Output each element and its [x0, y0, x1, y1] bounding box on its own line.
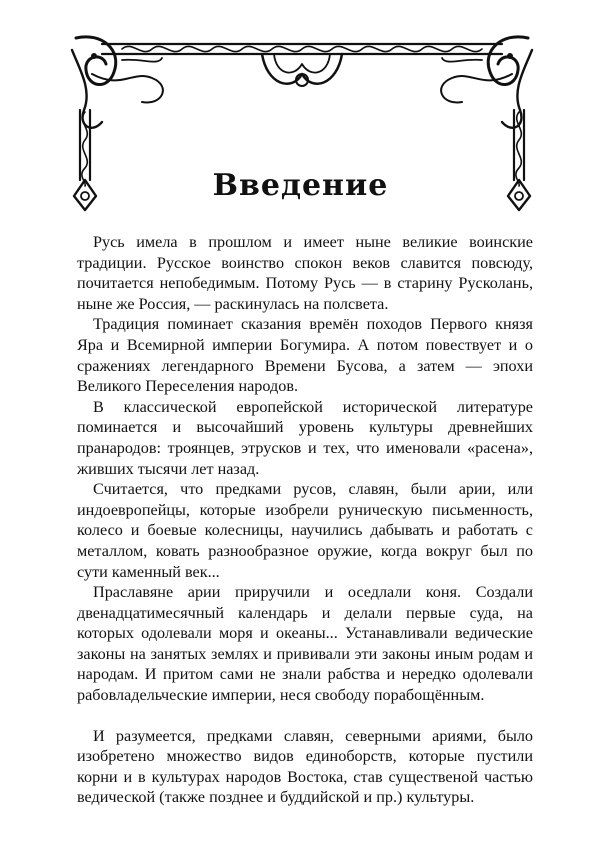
paragraph: Праславяне арии приручили и оседлали коня. Создали двенадцатимесячный календарь и делали первые суда, на которых одолевали моря и океаны... Устанавливали ведические законы на занятых землях и прививали эти законы иным родам и народам. И притом сами не знали рабства и нередко одолевали рабовладельческие империи, неся свободу порабощённым.: [77, 583, 533, 705]
paragraph: Считается, что предками русов, славян, были арии, или индоевропейцы, которые изобрели руническую письменность, колесо и боевые колесницы, научились дабывать и работать с металлом, ковать разнообразное оружие, когда вокруг был по сути каменный век...: [77, 480, 533, 581]
chapter-title: Введение: [212, 168, 389, 203]
paragraph: В классической европейской исторической литературе поминается и высочайший уровень культуры древнейших пранародов: троянцев, этрусков и тех, что именовали «расена», живших тысячи лет назад.: [77, 397, 533, 478]
chapter-body: [77, 232, 533, 808]
paragraph: Русь имела в прошлом и имеет ныне великие воинские традиции. Русское воинство спокон веков славится повсюду, почитается непобедимым. Потому Русь — в старину Русколань, ныне же Россия, — раскинулась на полсвета.: [77, 233, 533, 313]
paragraph: Традиция поминает сказания времён походов Первого князя Яра и Всемирной империи Богумира. А потом повествует и о сражениях легендарного Времени Бусова, а затем — эпохи Великого Переселения народов.: [77, 315, 533, 396]
paragraph: И разумеется, предками славян, северными ариями, было изобретено множество видов единоборств, которые пустили корни и в культурах народов Востока, став существеной частью ведической (также позднее и буддийской и пр.) культуры.: [77, 726, 533, 807]
